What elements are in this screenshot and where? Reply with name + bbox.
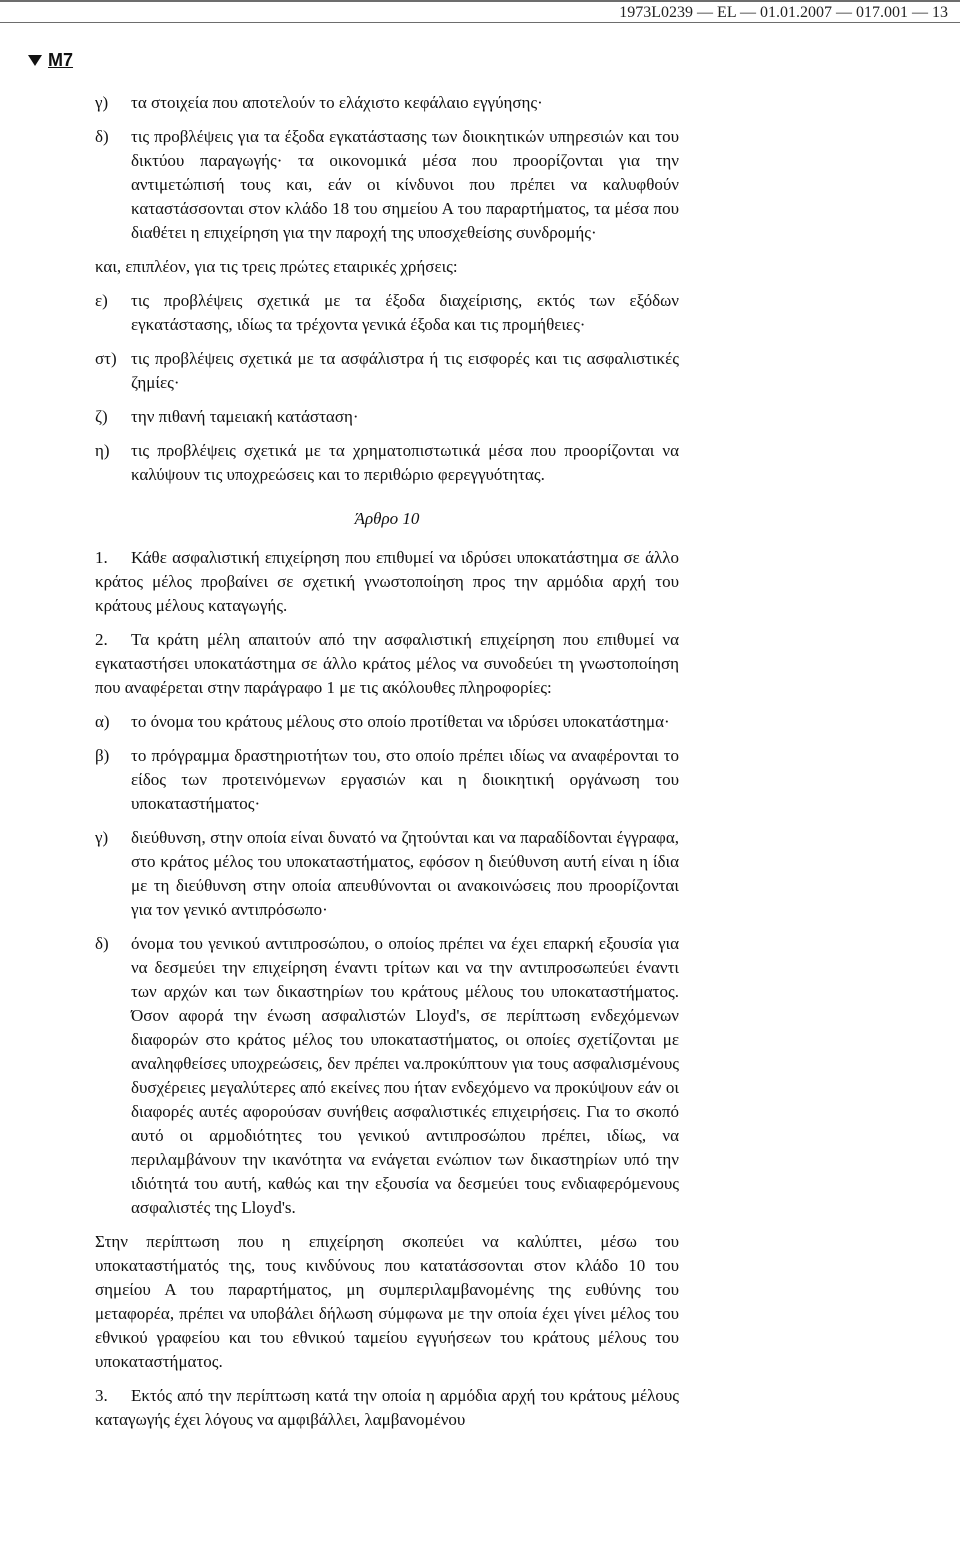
document-body bbox=[95, 91, 679, 1432]
paragraph-text: Τα κράτη μέλη απαιτούν από την ασφαλιστική επιχείρηση που επιθυμεί να εγκαταστήσει υποκατάστημα σε άλλο κράτος μέλος να συνοδεύει τη γνωστοποίηση που αναφέρεται στην παράγραφο 1 με τις ακόλουθες πληροφορίες: bbox=[95, 630, 679, 697]
list-item-text: τις προβλέψεις σχετικά με τα χρηματοπιστωτικά μέσα που προορίζονται να καλύψουν τις υποχρεώσεις και το περιθώριο φερεγγυότητας. bbox=[131, 441, 679, 484]
list-item-label: ε) bbox=[95, 291, 108, 310]
list-item-label: β) bbox=[95, 746, 110, 765]
amendment-marker bbox=[28, 50, 73, 70]
list-item-label: στ) bbox=[95, 349, 117, 368]
list-item-label: η) bbox=[95, 441, 110, 460]
paragraph-text: Κάθε ασφαλιστική επιχείρηση που επιθυμεί να ιδρύσει υποκατάστημα σε άλλο κράτος μέλος προβαίνει σε σχετική γνωστοποίηση προς την αρμόδια αρχή του κράτους μέλους καταγωγής. bbox=[95, 548, 679, 615]
paragraph-number: 1. bbox=[95, 548, 108, 567]
article-title: Άρθρο 10 bbox=[354, 509, 420, 528]
list-item-label: δ) bbox=[95, 127, 109, 146]
list-item-label: γ) bbox=[95, 93, 109, 112]
list-item-text: την πιθανή ταμειακή κατάσταση· bbox=[131, 407, 359, 426]
intro-paragraph: και, επιπλέον, για τις τρεις πρώτες εταιρικές χρήσεις: bbox=[95, 257, 458, 276]
list-item bbox=[95, 439, 679, 487]
list-item-text: τα στοιχεία που αποτελούν το ελάχιστο κεφάλαιο εγγύησης· bbox=[131, 93, 543, 112]
list-item-text: τις προβλέψεις σχετικά με τα έξοδα διαχείρισης, εκτός των εξόδων εγκατάστασης, ιδίως τα τρέχοντα γενικά έξοδα και τις προμήθειες· bbox=[131, 291, 679, 334]
list-item-text: το πρόγραμμα δραστηριοτήτων του, στο οποίο πρέπει ιδίως να αναφέρονται το είδος των προτεινόμενων εργασιών και η διοικητική οργάνωση του υποκαταστήματος· bbox=[131, 746, 679, 813]
paragraph-2 bbox=[95, 628, 679, 700]
list-item bbox=[95, 932, 679, 1220]
paragraph-3 bbox=[95, 1384, 679, 1432]
list-item bbox=[95, 125, 679, 245]
paragraph-number: 3. bbox=[95, 1386, 108, 1405]
list-item bbox=[95, 91, 679, 115]
list-item bbox=[95, 744, 679, 816]
list-item bbox=[95, 826, 679, 922]
amendment-label: M7 bbox=[48, 50, 74, 70]
closing-paragraph: Στην περίπτωση που η επιχείρηση σκοπεύει να καλύπτει, μέσω του υποκαταστήματός της, τους κινδύνους που κατατάσσονται στον κλάδο 10 του σημείου Α του παραρτήματος, μη συμπεριλαμβανομένης της ευθύνης του μεταφορέα, πρέπει να υποβάλει δήλωση σύμφωνα με την οποία έχει γίνει μέλος του εθνικού γραφείου και του εθνικού ταμείου εγγυήσεων του κράτους μέλους του υποκαταστήματος. bbox=[95, 1232, 679, 1371]
list-item-label: γ) bbox=[95, 828, 109, 847]
list-item bbox=[95, 289, 679, 337]
list-item bbox=[95, 405, 679, 429]
header-rule-bottom bbox=[0, 22, 960, 23]
page-header bbox=[0, 0, 960, 24]
list-item-label: α) bbox=[95, 712, 110, 731]
document-reference: 1973L0239 — EL — 01.01.2007 — 017.001 — 13 bbox=[613, 4, 948, 22]
list-item-label: ζ) bbox=[95, 407, 108, 426]
header-rule-top bbox=[0, 0, 960, 2]
list-item-text: τις προβλέψεις για τα έξοδα εγκατάστασης των διοικητικών υπηρεσιών και του δικτύου παραγωγής· τα οικονομικά μέσα που προορίζονται για την αντιμετώπισή τους και, εάν οι κίνδυνοι που πρέπει να καλυφθούν καταστάσσονται στον κλάδο 18 του σημείου Α του παραρτήματος, τα μέσα που διαθέτει η επιχείρηση για την παροχή της υποσχεθείσης συνδρομής· bbox=[131, 127, 679, 242]
list-item-text: διεύθυνση, στην οποία είναι δυνατό να ζητούνται και να παραδίδονται έγγραφα, στο κράτος μέλος του υποκαταστήματος, εφόσον η διεύθυνση αυτή είναι η ίδια με τη διεύθυνση στην οποία απευθύνονται οι ανακοινώσεις που προορίζονται για τον γενικό αντιπρόσωπο· bbox=[131, 828, 679, 919]
paragraph-text: Εκτός από την περίπτωση κατά την οποία η αρμόδια αρχή του κράτους μέλους καταγωγής έχει λόγους να αμφιβάλλει, λαμβανομένου bbox=[95, 1386, 679, 1429]
paragraph-number: 2. bbox=[95, 630, 108, 649]
list-item-text: όνομα του γενικού αντιπροσώπου, ο οποίος πρέπει να έχει επαρκή εξουσία για να δεσμεύει την επιχείρηση έναντι τρίτων και να την αντιπροσωπεύει έναντι των αρχών και των δικαστηρίων του κράτους μέλους του υποκαταστήματος. Όσον αφορά την ένωση ασφαλιστών Lloyd's, σε περίπτωση ενδεχόμενων διαφορών στο κράτος μέλος του υποκαταστήματος, οι οποίες σχετίζονται με αναληφθείσες υποχρεώσεις, δεν πρέπει να.προκύπτουν για τους ασφαλισμένους δυσχέρειες μεγαλύτερες από εκείνες που ήταν ενδεχόμενο να προκύψουν εάν οι διαφορές αυτές αφορούσαν συνήθεις ασφαλιστικές επιχειρήσεις. Για το σκοπό αυτό οι αρμοδιότητες του γενικού αντιπροσώπου πρέπει, ιδίως, να περιλαμβάνουν την ικανότητα να ενάγεται ενώπιον των δικαστηρίων υπό την ιδιότητά του αυτή, καθώς και την εξουσία να δεσμεύει τους ενδιαφερόμενους ασφαλιστές της Lloyd's. bbox=[131, 934, 679, 1217]
list-item bbox=[95, 347, 679, 395]
paragraph-1 bbox=[95, 546, 679, 618]
list-item-text: τις προβλέψεις σχετικά με τα ασφάλιστρα ή τις εισφορές και τις ασφαλιστικές ζημίες· bbox=[131, 349, 679, 392]
list-item-text: το όνομα του κράτους μέλους στο οποίο προτίθεται να ιδρύσει υποκατάστημα· bbox=[131, 712, 670, 731]
triangle-down-icon bbox=[28, 55, 42, 66]
list-item-label: δ) bbox=[95, 934, 109, 953]
list-item bbox=[95, 710, 679, 734]
